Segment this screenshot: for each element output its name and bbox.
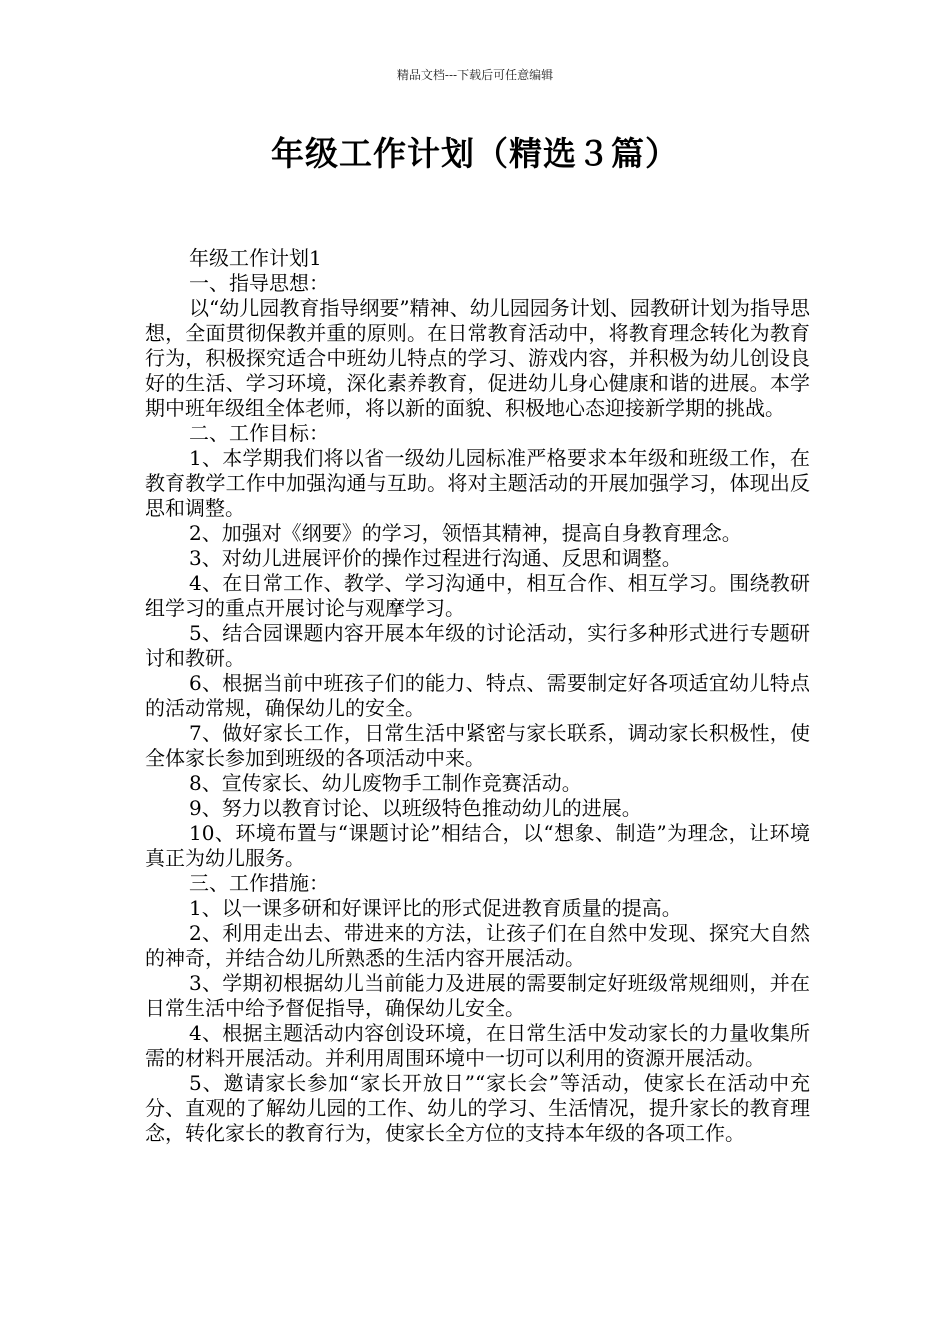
list-item: 7、做好家长工作，日常生活中紧密与家长联系，调动家长积极性，使全体家长参加到班级的各项活动中来。 <box>145 721 810 770</box>
list-item: 6、根据当前中班孩子们的能力、特点、需要制定好各项适宜幼儿特点的活动常规，确保幼儿的安全。 <box>145 671 810 720</box>
header-note: 精品文档---下载后可任意编辑 <box>396 68 554 82</box>
list-item: 3、对幼儿进展评价的操作过程进行沟通、反思和调整。 <box>189 546 682 570</box>
section-heading: 一、指导思想： <box>189 271 329 295</box>
list-item: 9、努力以教育讨论、以班级特色推动幼儿的进展。 <box>189 796 642 820</box>
list-item: 3、学期初根据幼儿当前能力及进展的需要制定好班级常规细则，并在日常生活中给予督促指导，确保幼儿安全。 <box>145 971 810 1020</box>
paragraph: 以“幼儿园教育指导纲要”精神、幼儿园园务计划、园教研计划为指导思想，全面贯彻保教并重的原则。在日常教育活动中，将教育理念转化为教育行为，积极探究适合中班幼儿特点的学习、游戏内容，并积极为幼儿创设良好的生活、学习环境，深化素养教育，促进幼儿身心健康和谐的进展。本学期中班年级组全体老师，将以新的面貌、积极地心态迎接新学期的挑战。 <box>145 296 810 420</box>
list-item: 1、以一课多研和好课评比的形式促进教育质量的提高。 <box>189 896 682 920</box>
list-item: 1、本学期我们将以省一级幼儿园标准严格要求本年级和班级工作，在教育教学工作中加强沟通与互助。将对主题活动的开展加强学习，体现出反思和调整。 <box>145 446 810 520</box>
list-item: 4、根据主题活动内容创设环境，在日常生活中发动家长的力量收集所需的材料开展活动。并利用周围环境中一切可以利用的资源开展活动。 <box>145 1021 810 1070</box>
list-item: 5、邀请家长参加“家长开放日”“家长会”等活动，使家长在活动中充分、直观的了解幼儿园的工作、幼儿的学习、生活情况，提升家长的教育理念，转化家长的教育行为，使家长全方位的支持本年级的各项工作。 <box>145 1071 810 1145</box>
section-heading: 年级工作计划1 <box>189 246 322 270</box>
section-heading: 二、工作目标： <box>189 421 329 445</box>
list-item: 5、结合园课题内容开展本年级的讨论活动，实行多种形式进行专题研讨和教研。 <box>145 621 810 670</box>
list-item: 4、在日常工作、教学、学习沟通中，相互合作、相互学习。围绕教研组学习的重点开展讨论与观摩学习。 <box>145 571 810 620</box>
document-body <box>145 246 810 1146</box>
list-item: 10、环境布置与“课题讨论”相结合，以“想象、制造”为理念，让环境真正为幼儿服务。 <box>145 821 810 870</box>
document-title: 年级工作计划（精选３篇） <box>271 134 679 173</box>
section-heading: 三、工作措施： <box>189 871 329 895</box>
list-item: 2、加强对《纲要》的学习，领悟其精神，提高自身教育理念。 <box>189 521 742 545</box>
list-item: 8、宣传家长、幼儿废物手工制作竞赛活动。 <box>189 771 582 795</box>
list-item: 2、利用走出去、带进来的方法，让孩子们在自然中发现、探究大自然的神奇，并结合幼儿所熟悉的生活内容开展活动。 <box>145 921 810 970</box>
